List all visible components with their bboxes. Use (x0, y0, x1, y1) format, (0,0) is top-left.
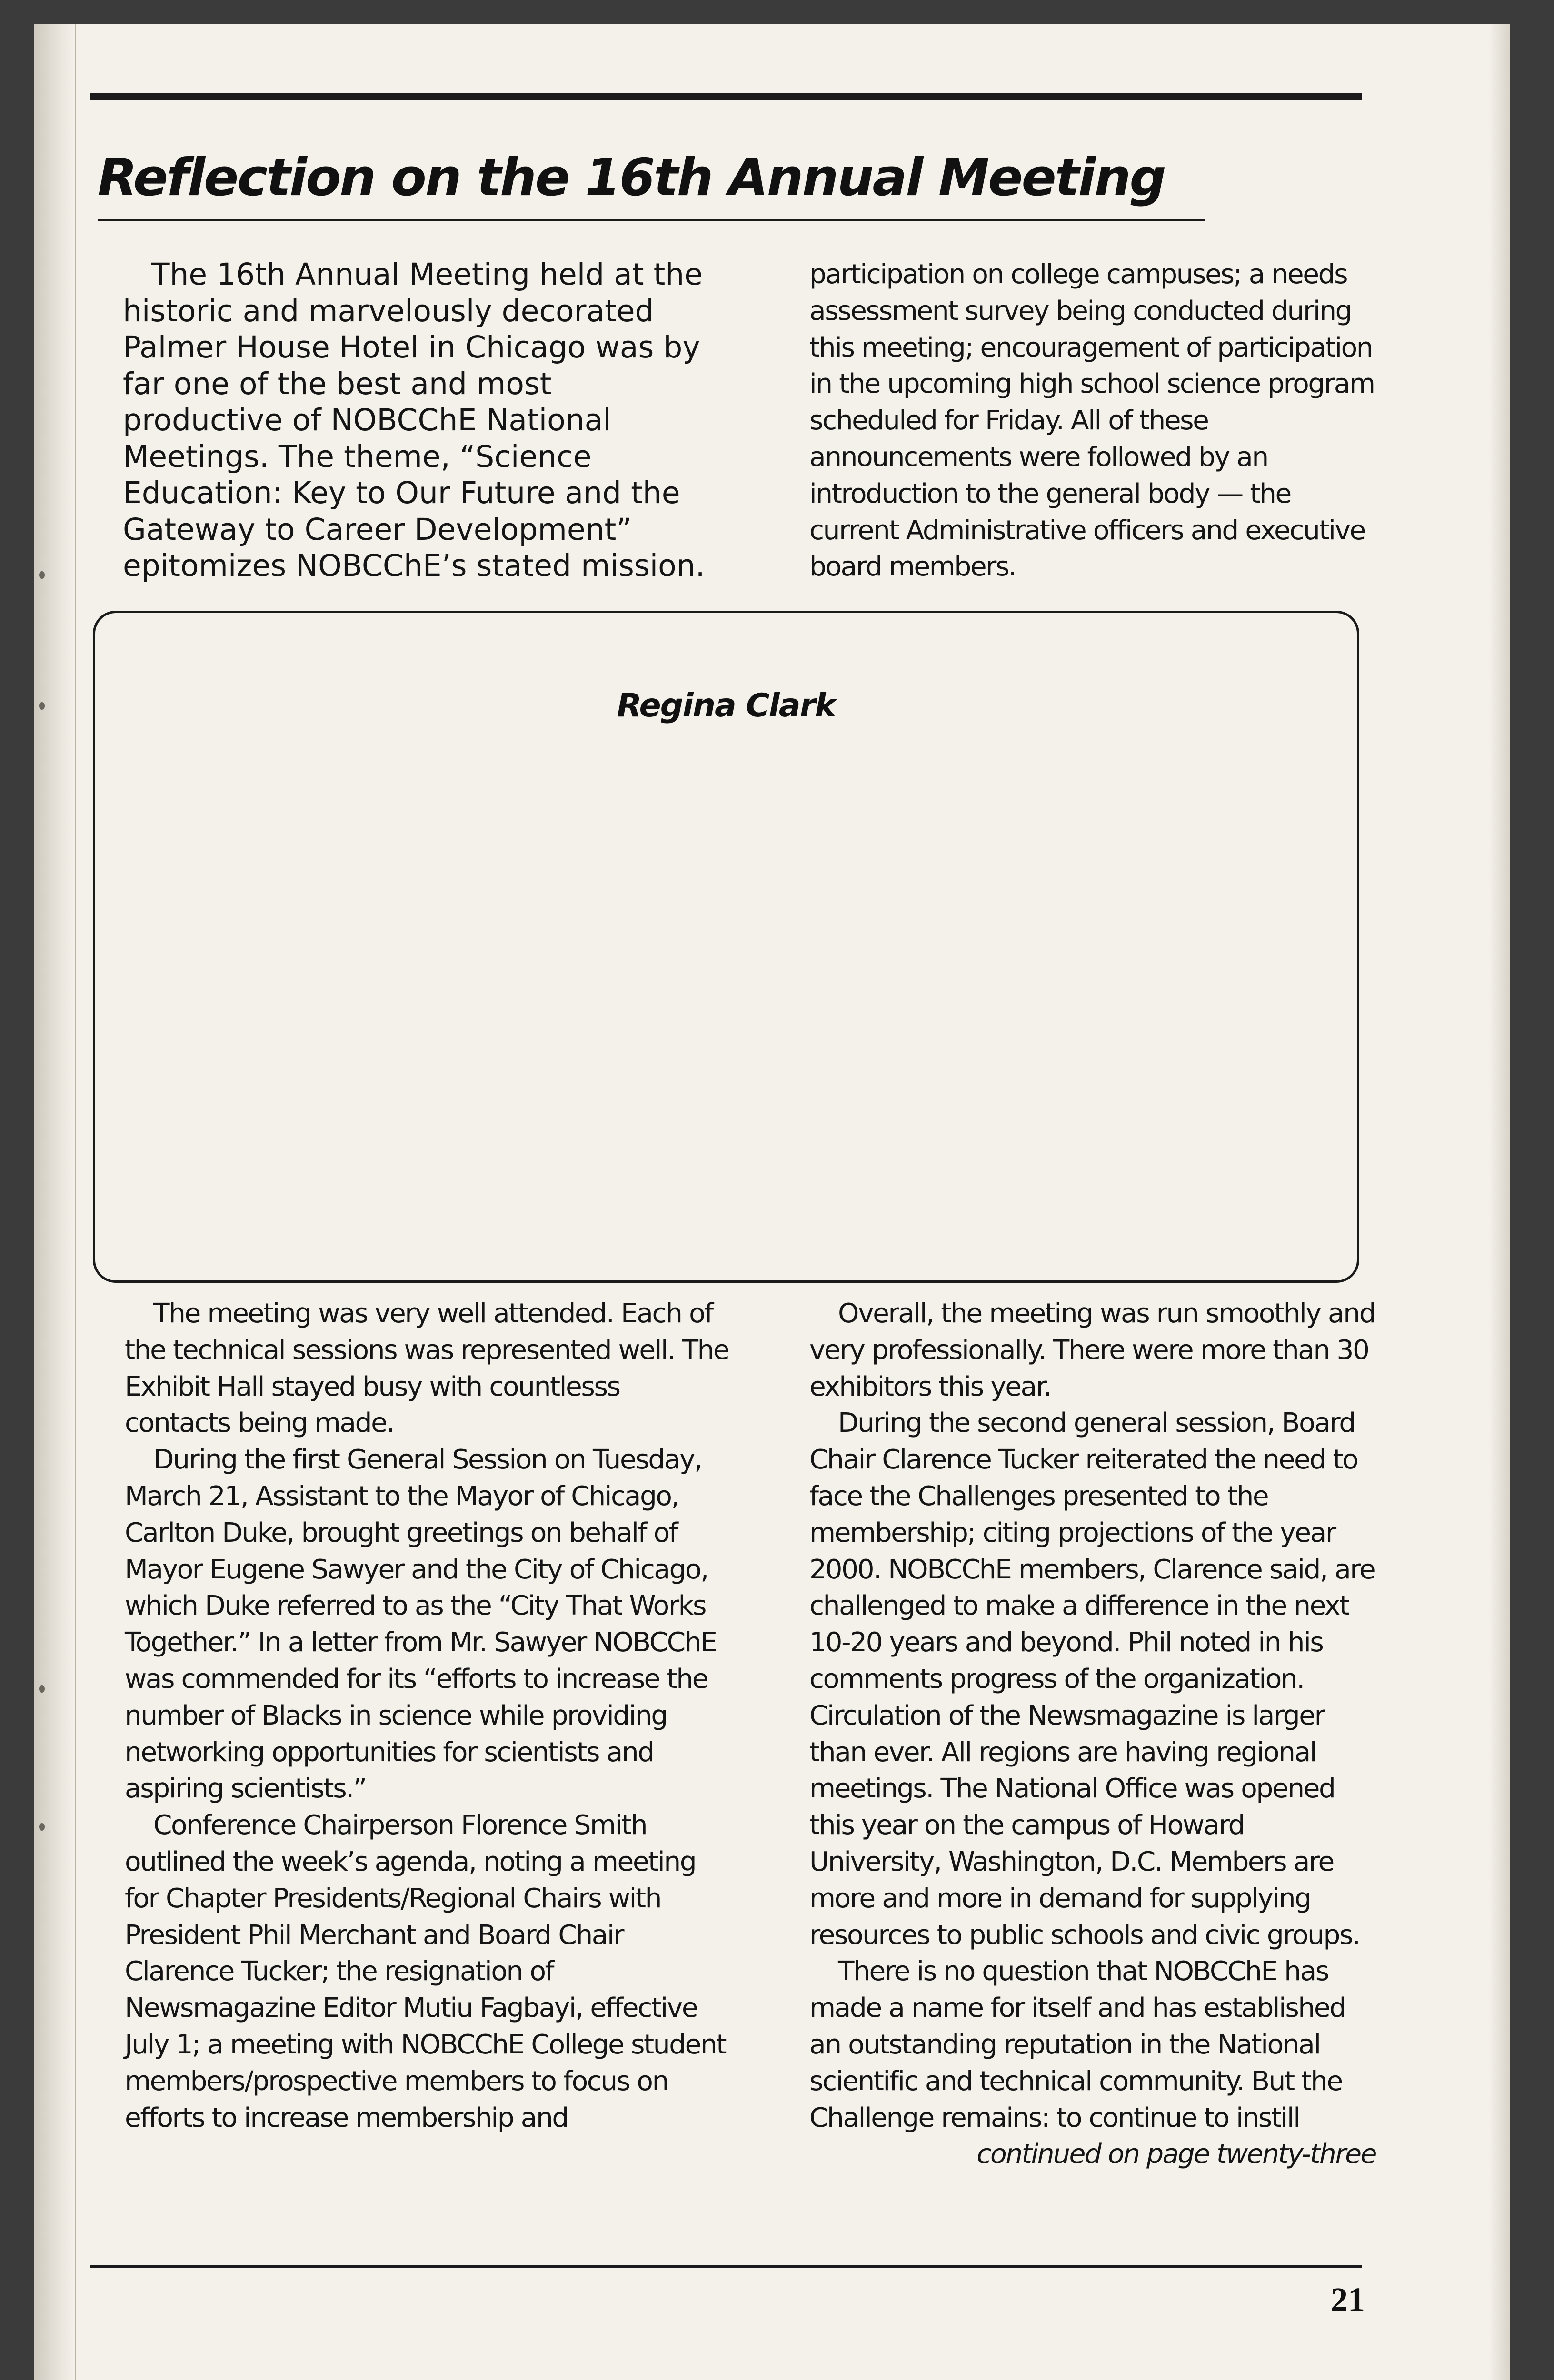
binding-hole (39, 1685, 45, 1693)
body-paragraph: During the first General Session on Tuesday, March 21, Assistant to the Mayor of Chicago, Carlton Duke, brought greetings on behalf of Mayor Eugene Sawyer and the City of Chicago, which Duke referred to as the “City That Works Together.” In a letter from Mr. Sawyer NOBCChE was commended for its “efforts to increase the number of Blacks in science while providing networking opportunities for scientists and aspiring scientists.” (125, 1444, 717, 1805)
body-paragraph: During the second general session, Board Chair Clarence Tucker reiterated the need to face the Challenges presented to the membership; citing projections of the year 2000. NOBCChE members, Clarence said, are challenged to make a difference in the next 10-20 years and beyond. Phil noted in his comments progress of the organization. Circulation of the Newsmagazine is larger than ever. All regions are having regional meetings. The National Office was opened this year on the campus of Howard University, Washington, D.C. Members are more and more in demand for supplying resources to public schools and civic groups. (809, 1408, 1375, 1951)
body-paragraph: Overall, the meeting was run smoothly and very professionally. There were more than 30 exhibitors this year. (809, 1298, 1375, 1402)
intro-paragraph-continued: participation on college campuses; a needs assessment survey being conducted during this meeting; encouragement of participation in the upcoming high school science program scheduled for Friday. All of these announcements were followed by an introduction to the general body — the current Administrative officers and executive board members. (809, 259, 1375, 583)
page-number: 21 (1331, 2281, 1365, 2319)
page-edge-shadow (1489, 24, 1510, 2380)
intro-paragraph: The 16th Annual Meeting held at the historic and marvelously decorated Palmer House Hotel in Chicago was by far one of the best and most productive of NOBCChE National Meetings. The theme, “Science Education: Key to Our Future and the Gateway to Career Development” epitomizes NOBCChE’s stated mission. (123, 257, 705, 583)
header-rule (90, 93, 1362, 100)
photo-caption: Regina Clark (617, 687, 836, 724)
body-paragraph: The meeting was very well attended. Each of the technical sessions was represented well. The Exhibit Hall stayed busy with countlesss contacts being made. (125, 1298, 729, 1439)
photo-placeholder-box (93, 611, 1359, 1283)
continued-note: continued on page twenty-three (976, 2139, 1376, 2170)
binding-hole (39, 1823, 45, 1831)
article-title: Reflection on the 16th Annual Meeting (98, 148, 1165, 208)
binding-hole (39, 571, 45, 579)
binding-gutter (34, 24, 76, 2380)
body-paragraph: Conference Chairperson Florence Smith outlined the week’s agenda, noting a meeting for Chapter Presidents/Regional Chairs with President Phil Merchant and Board Chair Clarence Tucker; the resignation of Newsmagazine Editor Mutiu Fagbayi, effective July 1; a meeting with NOBCChE College student members/prospective members to focus on efforts to increase membership and (125, 1810, 726, 2133)
footer-rule (90, 2265, 1362, 2268)
title-underline (98, 219, 1205, 221)
intro-right-column (809, 257, 1376, 585)
body-paragraph: There is no question that NOBCChE has made a name for itself and has established an outstanding reputation in the National scientific and technical community. But the Challenge remains: to continue to instill (809, 1956, 1345, 2133)
body-left-column (125, 1296, 729, 2136)
intro-left-column (123, 257, 716, 585)
binding-hole (39, 702, 45, 710)
body-right-column (809, 1296, 1376, 2173)
